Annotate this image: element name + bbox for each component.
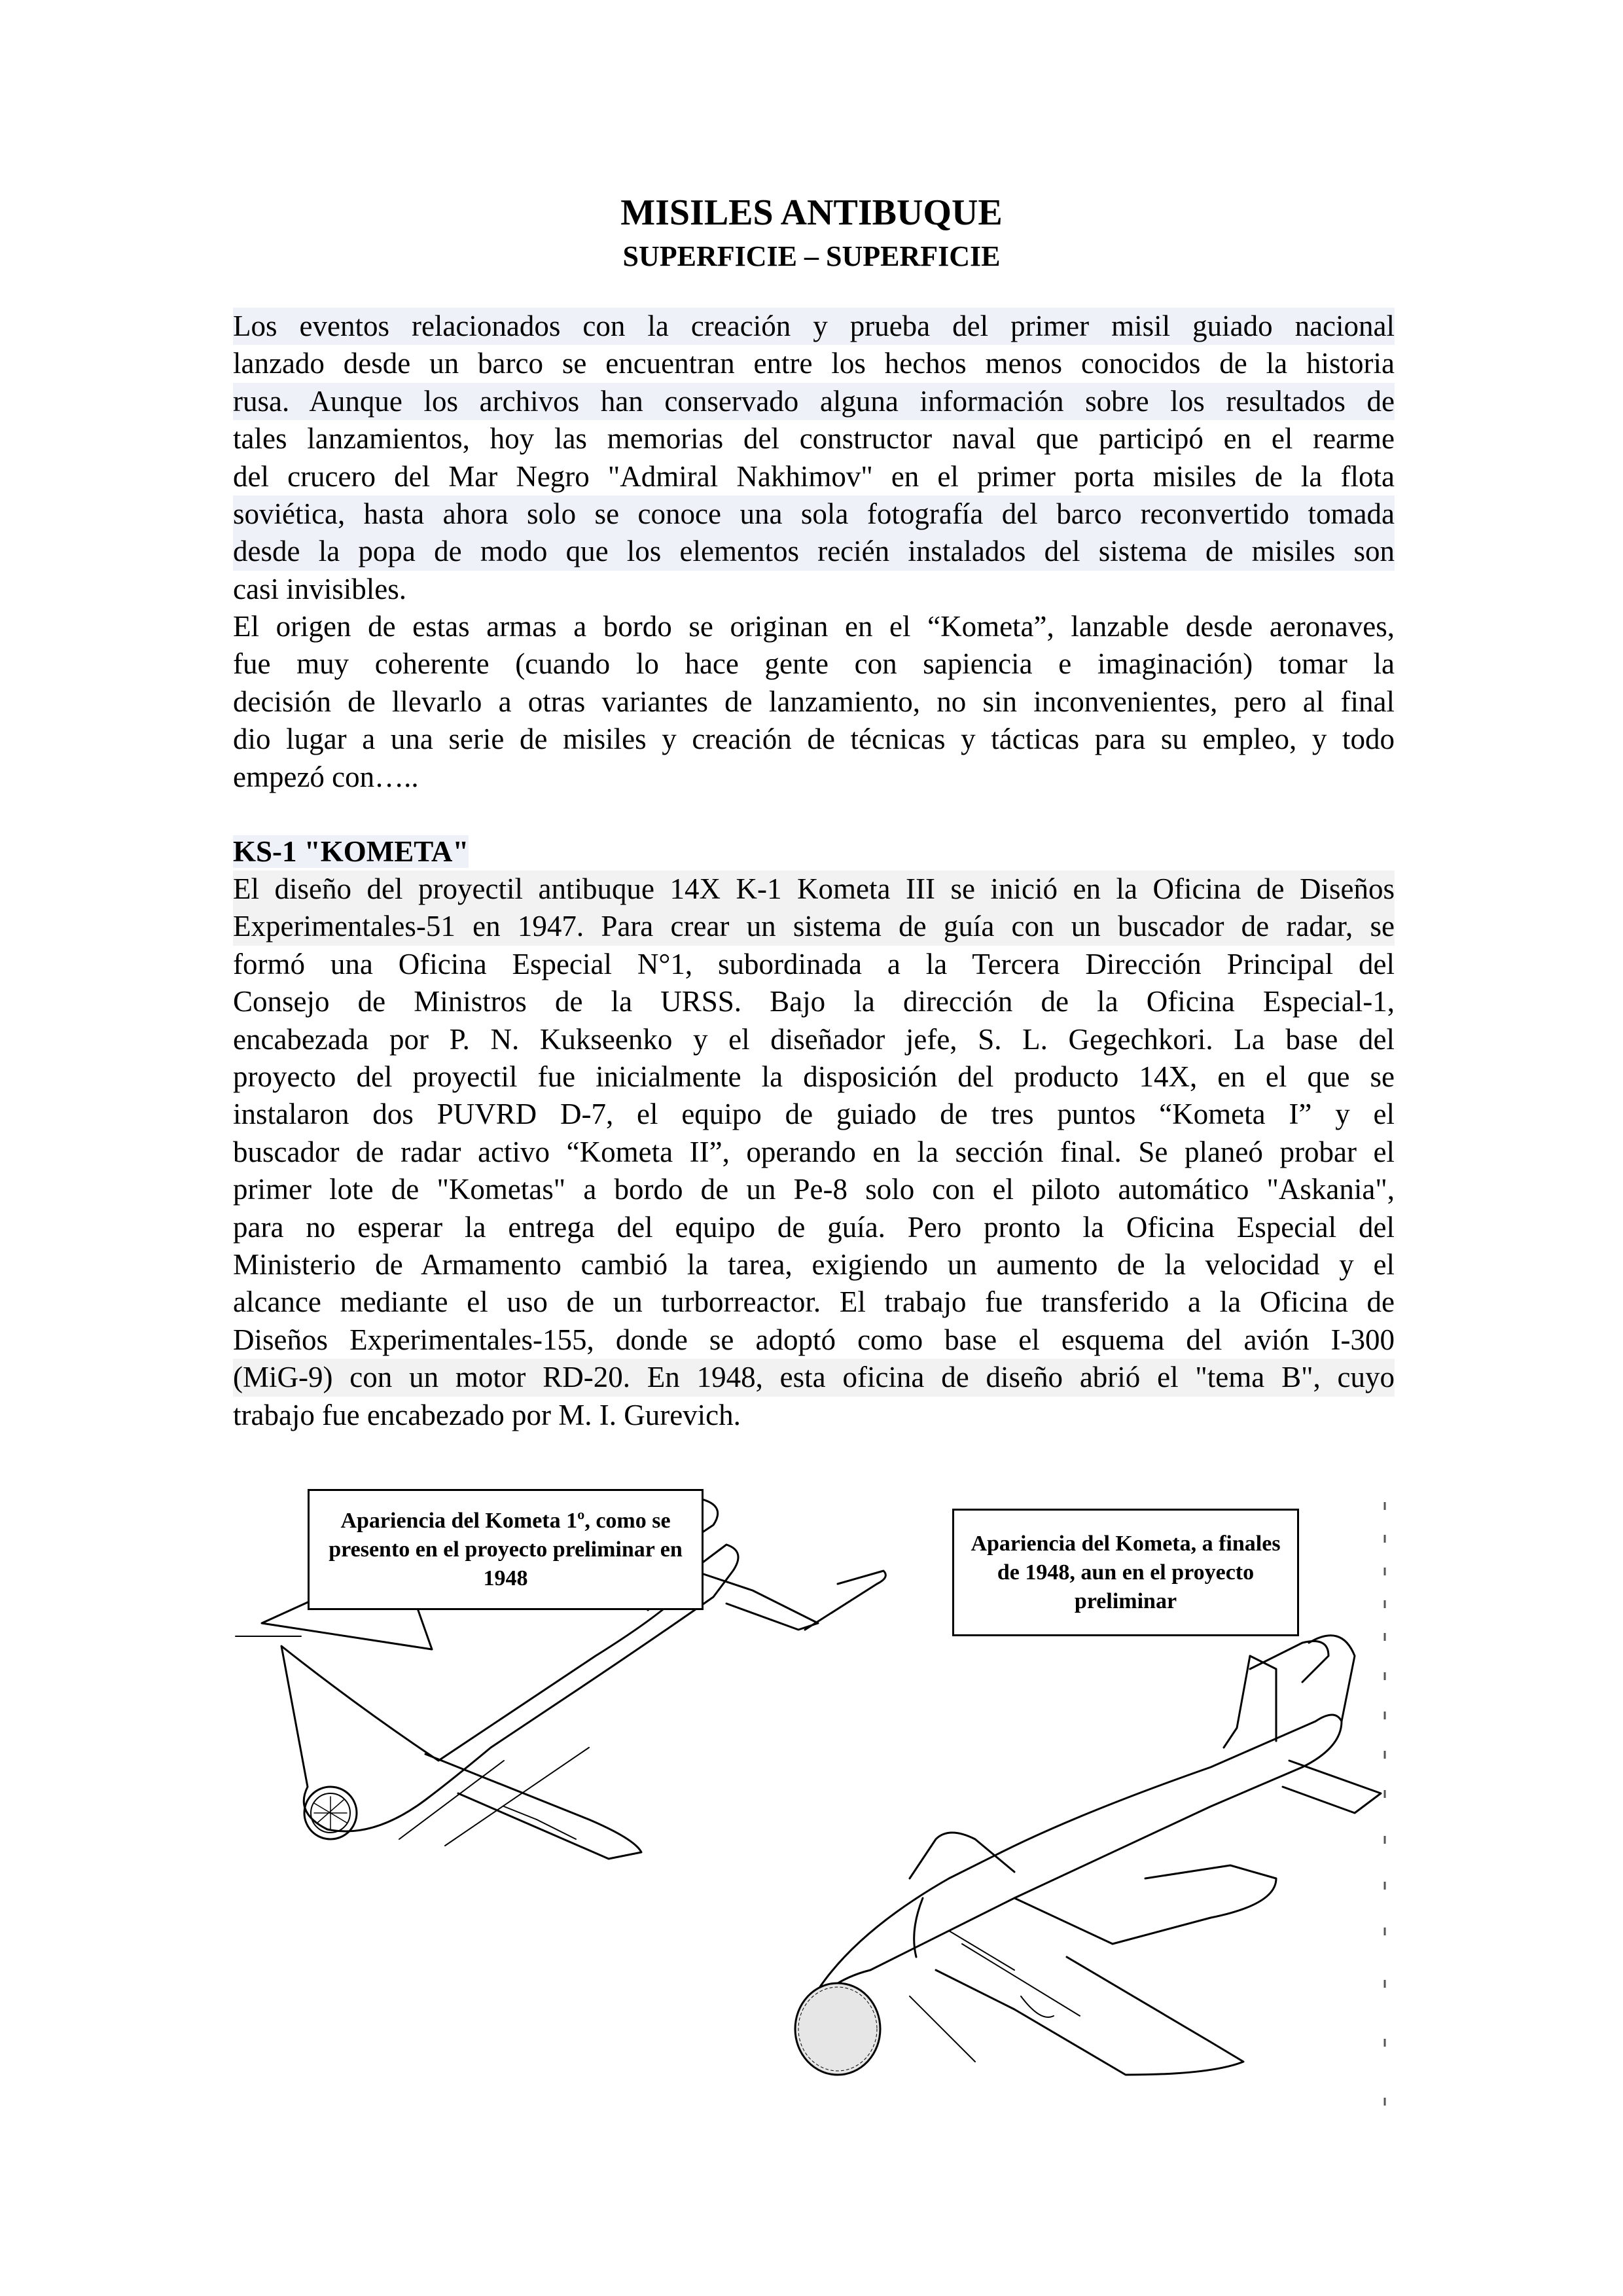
section-paragraph [233, 870, 1395, 1434]
text-line: soviética, hasta ahora solo se conoce una sola fotografía del barco reconvertido tomada [233, 495, 1395, 533]
origin-paragraph [233, 608, 1395, 796]
page-title: MISILES ANTIBUQUE [620, 192, 1003, 233]
text-line: casi invisibles. [233, 572, 406, 605]
text-line: formó una Oficina Especial N°1, subordinada a la Tercera Dirección Principal del [233, 947, 1395, 980]
text-line: rusa. Aunque los archivos han conservado alguna información sobre los resultados de [233, 383, 1395, 420]
text-line: dio lugar a una serie de misiles y creación de técnicas y tácticas para su empleo, y todo [233, 723, 1395, 756]
text-line: Consejo de Ministros de la URSS. Bajo la dirección de la Oficina Especial-1, [233, 985, 1395, 1018]
text-line: encabezada por P. N. Kukseenko y el diseñador jefe, S. L. Gegechkori. La base del [233, 1022, 1395, 1056]
edge-marks [1380, 1482, 1393, 2157]
text-line: fue muy coherente (cuando lo hace gente con sapiencia e imaginación) tomar la [233, 647, 1395, 681]
text-line: (MiG-9) con un motor RD-20. En 1948, esta oficina de diseño abrió el "tema B", cuyo [233, 1359, 1395, 1396]
text-line: alcance mediante el uso de un turborreactor. El trabajo fue transferido a la Oficina de [233, 1285, 1395, 1319]
text-line: Diseños Experimentales-155, donde se adoptó como base el esquema del avión I-300 [233, 1323, 1395, 1356]
figure-caption-right: Apariencia del Kometa, a finales de 1948, aun en el proyecto preliminar [952, 1509, 1299, 1636]
text-line: desde la popa de modo que los elementos recién instalados del sistema de misiles son [233, 533, 1395, 570]
text-line: decisión de llevarlo a otras variantes de lanzamiento, no sin inconvenientes, pero al final [233, 685, 1395, 718]
text-line: instalaron dos PUVRD D-7, el equipo de guiado de tres puntos “Kometa I” y el [233, 1098, 1395, 1131]
text-line: trabajo fue encabezado por M. I. Gurevich. [233, 1398, 741, 1431]
kometa-late-illustration [795, 1636, 1381, 2075]
text-line: Los eventos relacionados con la creación y prueba del primer misil guiado nacional [233, 308, 1395, 345]
text-line: lanzado desde un barco se encuentran entre los hechos menos conocidos de la historia [233, 347, 1395, 380]
intro-paragraph [233, 308, 1395, 608]
page-subtitle: SUPERFICIE – SUPERFICIE [622, 240, 1001, 272]
text-line: para no esperar la entrega del equipo de guía. Pero pronto la Oficina Especial del [233, 1210, 1395, 1244]
text-line: empezó con….. [233, 760, 419, 793]
text-line: El diseño del proyectil antibuque 14X K-1 Kometa III se inició en la Oficina de Diseños [233, 870, 1395, 908]
text-line: El origen de estas armas a bordo se originan en el “Kometa”, lanzable desde aeronaves, [233, 610, 1395, 643]
text-line: Experimentales-51 en 1947. Para crear un sistema de guía con un buscador de radar, se [233, 908, 1395, 945]
figure-caption-left: Apariencia del Kometa 1º, como se presento en el proyecto preliminar en 1948 [308, 1489, 704, 1610]
text-line: Ministerio de Armamento cambió la tarea, exigiendo un aumento de la velocidad y el [233, 1248, 1395, 1282]
text-line: buscador de radar activo “Kometa II”, operando en la sección final. Se planeó probar el [233, 1135, 1395, 1168]
text-line: tales lanzamientos, hoy las memorias del constructor naval que participó en el rearme [233, 422, 1395, 456]
text-line: del crucero del Mar Negro "Admiral Nakhimov" en el primer porta misiles de la flota [233, 459, 1395, 493]
text-line: proyecto del proyectil fue inicialmente la disposición del producto 14X, en el que se [233, 1060, 1395, 1094]
text-line: primer lote de "Kometas" a bordo de un Pe-8 solo con el piloto automático "Askania", [233, 1173, 1395, 1206]
section-heading: KS-1 "KOMETA" [233, 835, 469, 868]
section-heading-wrap [233, 833, 1395, 870]
